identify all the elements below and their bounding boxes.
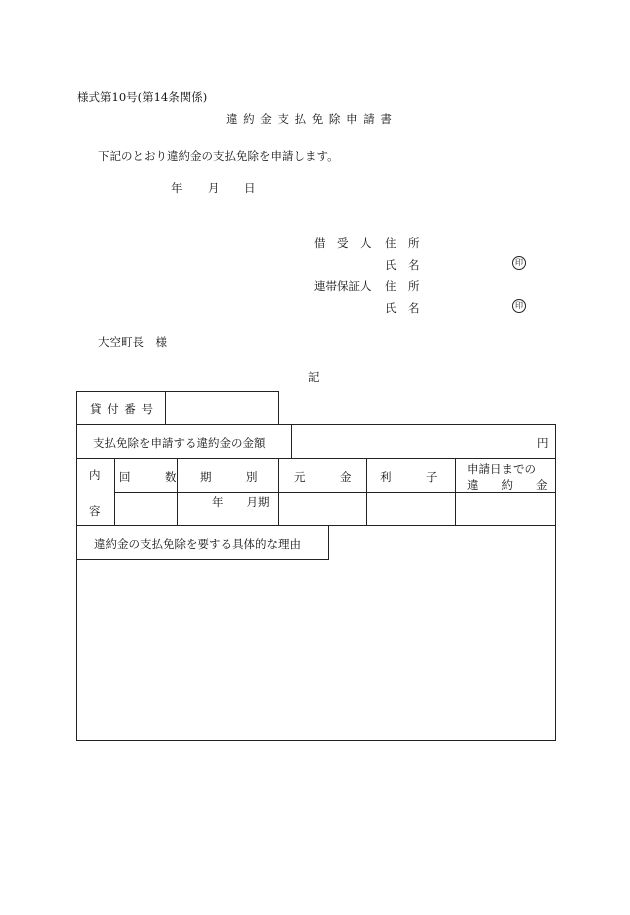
col-times-header: 回 数	[119, 470, 177, 484]
guarantor-seal: 印	[512, 299, 526, 313]
table-line	[291, 424, 292, 459]
amount-label: 支払免除を申請する違約金の金額	[93, 436, 266, 450]
col-principal-header: 元 金	[294, 470, 352, 484]
borrower-role: 借 受 人	[314, 236, 372, 250]
table-line	[114, 458, 115, 526]
table-line	[555, 424, 556, 741]
guarantor-role: 連帯保証人	[314, 279, 372, 293]
borrower-name-label: 氏 名	[385, 258, 420, 272]
col-penalty-header-bottom: 違 約 金	[467, 478, 548, 492]
table-line	[278, 391, 279, 425]
table-line	[76, 424, 556, 425]
table-line	[76, 525, 556, 526]
guarantor-name-label: 氏 名	[385, 301, 420, 315]
form-number: 様式第10号(第14条関係)	[77, 90, 208, 104]
reason-label: 違約金の支払免除を要する具体的な理由	[94, 537, 301, 551]
table-line	[165, 391, 166, 425]
table-line	[366, 458, 367, 526]
table-line	[177, 458, 178, 526]
document-title: 違 約 金 支 払 免 除 申 請 書	[226, 112, 393, 126]
table-line	[76, 391, 77, 741]
borrower-seal: 印	[512, 256, 526, 270]
date-month: 月	[208, 181, 220, 195]
ki-heading: 記	[308, 370, 320, 384]
table-line	[76, 391, 279, 392]
col-interest-header: 利 子	[380, 470, 438, 484]
date-year: 年	[171, 181, 183, 195]
period-value: 年 月期	[212, 495, 270, 509]
yen-unit: 円	[537, 436, 549, 450]
content-label-top: 内	[89, 468, 101, 482]
content-label-bottom: 容	[89, 504, 101, 518]
date-day: 日	[244, 181, 256, 195]
intro-text: 下記のとおり違約金の支払免除を申請します。	[98, 149, 339, 163]
addressee: 大空町長 様	[98, 335, 167, 349]
table-line	[328, 525, 329, 560]
table-line	[76, 458, 556, 459]
borrower-address-label: 住 所	[385, 236, 420, 250]
table-line	[278, 458, 279, 526]
table-line	[76, 740, 556, 741]
loan-number-label: 貸 付 番 号	[90, 402, 154, 416]
col-period-header: 期 別	[200, 470, 258, 484]
table-line	[455, 458, 456, 526]
table-line	[76, 559, 329, 560]
col-penalty-header-top: 申請日までの	[467, 462, 536, 476]
guarantor-address-label: 住 所	[385, 279, 420, 293]
